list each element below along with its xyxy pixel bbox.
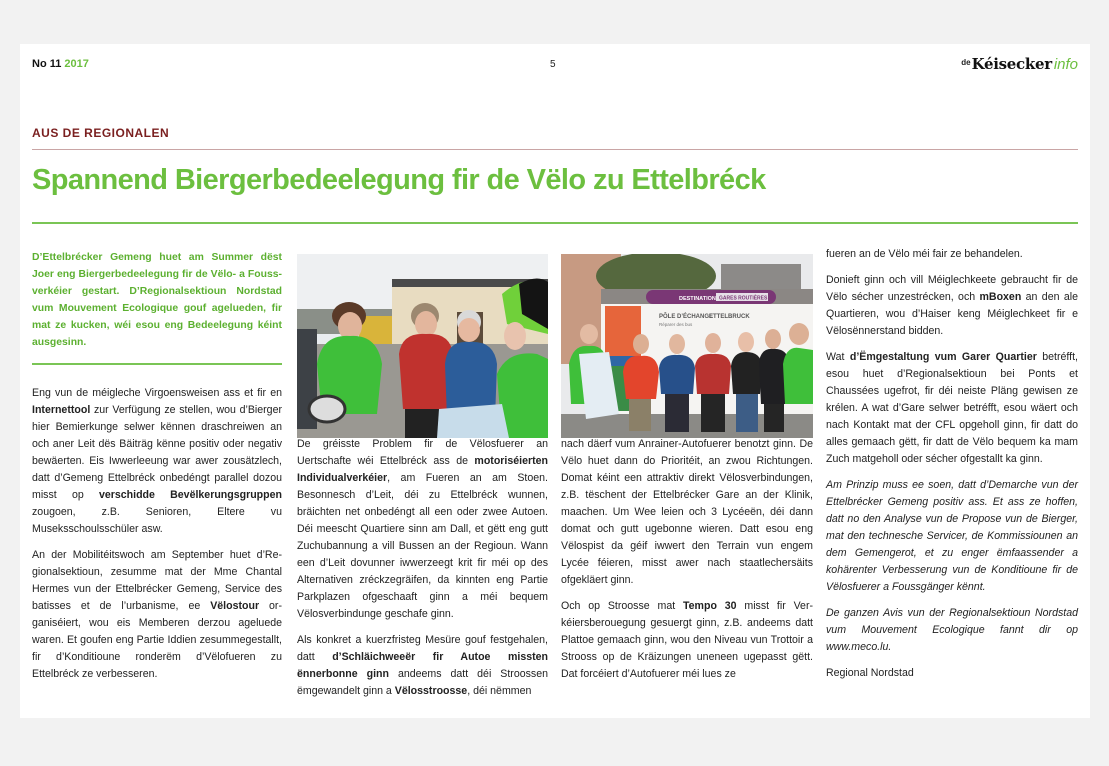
text-run-bold: Vëlosstroosse	[394, 685, 468, 697]
headline-divider	[32, 222, 1078, 224]
paragraph	[297, 632, 548, 700]
article-column-3	[561, 436, 813, 692]
page-number: 5	[550, 59, 556, 70]
text-run: Wat	[826, 351, 850, 363]
article-column-2	[297, 436, 548, 709]
newspaper-page	[20, 44, 1090, 718]
publication-logo	[961, 55, 1078, 73]
paragraph	[32, 385, 282, 538]
text-run: , déi nëmmen	[467, 685, 532, 697]
sign-banner-right: GARES ROUTIÈRES	[719, 295, 768, 302]
article-headline: Spannend Biergerbedeelegung fir de Vëlo zu Ettelbréck	[32, 164, 766, 196]
text-run-bold: Vëlostour	[210, 600, 260, 612]
text-run: misst fir Verkéiersberouegung gesuergt ginn, z.B. andeems datt Plattoe gemaach ginn, wou den Niveau vun Trottoir a Strooss op de Kräizungen uneneen ugepasst gëtt. Dat forcéiert d’Autofuerer méi lues ze	[561, 600, 813, 680]
text-run: zur Verfügung ze stellen, wou d’Bierger hier Bemierkunge selwer kënnen draschreiwen an och aner Leit dës Bäiträg kënne positiv oder negativ bewäerten. Eis Iwwerleeung war awer zousätzlech, datt d’Gemeng Ettelbréck onbedéngt parallel dozou misst op	[32, 404, 282, 501]
text-run: betréfft, esou huet d’Regionalsektioun bei Ponts et Chaussées ugefrot, fir déi neiste Pläng gewisen ze krélen. A wat d’Gare selwer betréfft, esou wäert och nach Kontakt mat der CFL opgeholl ginn, fir datt do alles gemaach gëtt, fir datt de Vëlo bequem ka mam Zuch matgeholl oder sécher ofgestallt ka ginn.	[826, 351, 1078, 465]
paragraph: nach däerf vum Anrainer-Autofuerer benotzt ginn. De Vëlo huet dann do Prioritéit, an zwou Richtungen. Domat kéint een attraktiv direkt Vëlosverbindungen, z.B. tëschent der Ettelbrécker Gare an der Klinik, maachen. Um Wee leien och 3 Lycéeën, déi dann domat och gutt ugebonne wieren. Datt esou eng Vëlospist da géif iwwert den Terrain vun engem Lycée féieren, misst awer nach staatlechersäits ofgekläert ginn.	[561, 438, 813, 586]
text-run-bold: verschidde Bevëlkerungsgruppen	[98, 489, 282, 501]
sign-title-left: PÔLE D’ÉCHANGE	[659, 314, 714, 320]
paragraph	[561, 598, 813, 683]
text-run-bold: motoriséierten Individualverkéier	[297, 455, 548, 484]
article-column-1	[32, 249, 282, 692]
paragraph	[826, 272, 1078, 340]
text-run-bold: d’Schläichweeër fir Autoe missten ënnerbonne ginn	[297, 651, 548, 680]
logo-suffix: info	[1053, 56, 1078, 73]
text-run: Als konkret a kuerzfristeg Mesüre gouf festgehalen, datt	[297, 634, 548, 663]
article-column-4	[826, 246, 1078, 691]
text-run-bold: Tempo 30	[682, 600, 737, 612]
issue-label	[32, 58, 89, 70]
photo-group-at-station	[561, 254, 813, 438]
article-lead: D’Ettelbrécker Gemeng huet am Summer dëst Joer eng Biergerbedeelegung fir de Vëlo- a Foussverkéier gestart. D’Regionalsektioun Nordstad vum Mouvement Ecologique gouf agelueden, fir mat ze kucken, wéi esou eng Bedeelegung kéint ausgesinn.	[32, 252, 282, 348]
photo-group-discussion	[297, 254, 548, 438]
paragraph	[826, 349, 1078, 468]
text-run: , am Fueren an am Stoen. Besonnesch d’Leit, déi zu Ettelbréck wunnen, bräichten net onbedéngt all een oder zwee Autoen. Déi meescht Quartiere sinn am Dall, et gëtt eng gutt Zuchubannung a vill Bussen an der Regioun. Wann een d’Leit dovunner iwwerzeegt krit fir méi op des Alternativen zréckzegräifen, da kinnten eng Partie Parkplazen ofgeschaaft ginn a méi bequem Vëlosverbindunge geschafe ginn.	[297, 472, 548, 620]
section-label: AUS DE REGIONALEN	[32, 126, 170, 140]
lead-divider	[32, 363, 282, 365]
paragraph-reference: De ganzen Avis vun der Regionalsektioun Nordstad vum Mouvement Ecologique fannt dir op www.meco.lu.	[826, 607, 1078, 653]
logo-prefix: de	[961, 58, 971, 67]
text-run-bold: Internettool	[32, 404, 91, 416]
article-signature: Regional Nordstad	[826, 667, 914, 679]
paragraph-conclusion: Am Prinzip muss ee soen, datt d’Demarche vun der Ettelbrécker Gemeng positiv ass. Et ass ze hoffen, datt no den Analyse vun de Propose vun de Bierger, mat den technesche Servicer, de Kommissiounen an dem Gemengerot, et zu enger ëmfaassender a kohärenter Verbesserung vun de Konditioune fir de Vëlosfuerer a Foussgänger kënnt.	[826, 479, 1078, 593]
text-run: Eng vun de méigleche Virgoensweisen ass et fir en	[32, 387, 282, 399]
text-run: Och op Stroosse mat	[561, 600, 683, 612]
text-run: organiséiert, wou eis Memberen derzou ageluede waren. Et goufen eng Partie Iddien zesummegestallt, fir d’Konditioune ronderëm d’Vëlofueren zu Ettelbréck ze verbesseren.	[32, 600, 282, 680]
paragraph	[297, 436, 548, 623]
sign-title-right: ETTELBRUCK	[709, 314, 750, 320]
text-run: an den ale Quartieren, wou d’Haiser keng Méiglechkeet fir e Vëlosënnerstand bidden.	[826, 291, 1078, 337]
text-run: zougoen, z.B. Senioren, Eltere vu Museksschoulsschüler asw.	[32, 506, 282, 535]
text-run: andeems datt déi Stroossen ëmgewandelt ginn a	[297, 668, 548, 697]
text-run: Donieft ginn och vill Méiglechkeete gebraucht fir de Vëlo sécher unzestrécken, och	[826, 274, 1078, 303]
text-run-bold: mBoxen	[979, 291, 1022, 303]
text-run-bold: d’Ëmgestaltung vum Garer Quartier	[849, 351, 1037, 363]
sign-subtitle: Réparer des bus	[659, 322, 693, 327]
text-run: An der Mobilitéitswoch am September huet d’Regionalsektioun, zesumme mat der Mme Chantal Hermes vun der Ettelbrécker Gemeng, Service des batisses et de l’urbanisme, ee	[32, 549, 282, 612]
paragraph: fueren an de Vëlo méi fair ze behandelen.	[826, 248, 1023, 260]
section-divider	[32, 149, 1078, 150]
text-run: De gréisste Problem fir de Vëlosfuerer an Uertschafte wéi Ettelbréck ass de	[297, 438, 548, 467]
issue-year: 2017	[64, 58, 89, 70]
sign-banner-left: DESTINATION	[679, 296, 716, 302]
logo-name: Kéisecker	[971, 55, 1052, 73]
paragraph	[32, 547, 282, 683]
issue-number: No 11	[32, 58, 62, 70]
